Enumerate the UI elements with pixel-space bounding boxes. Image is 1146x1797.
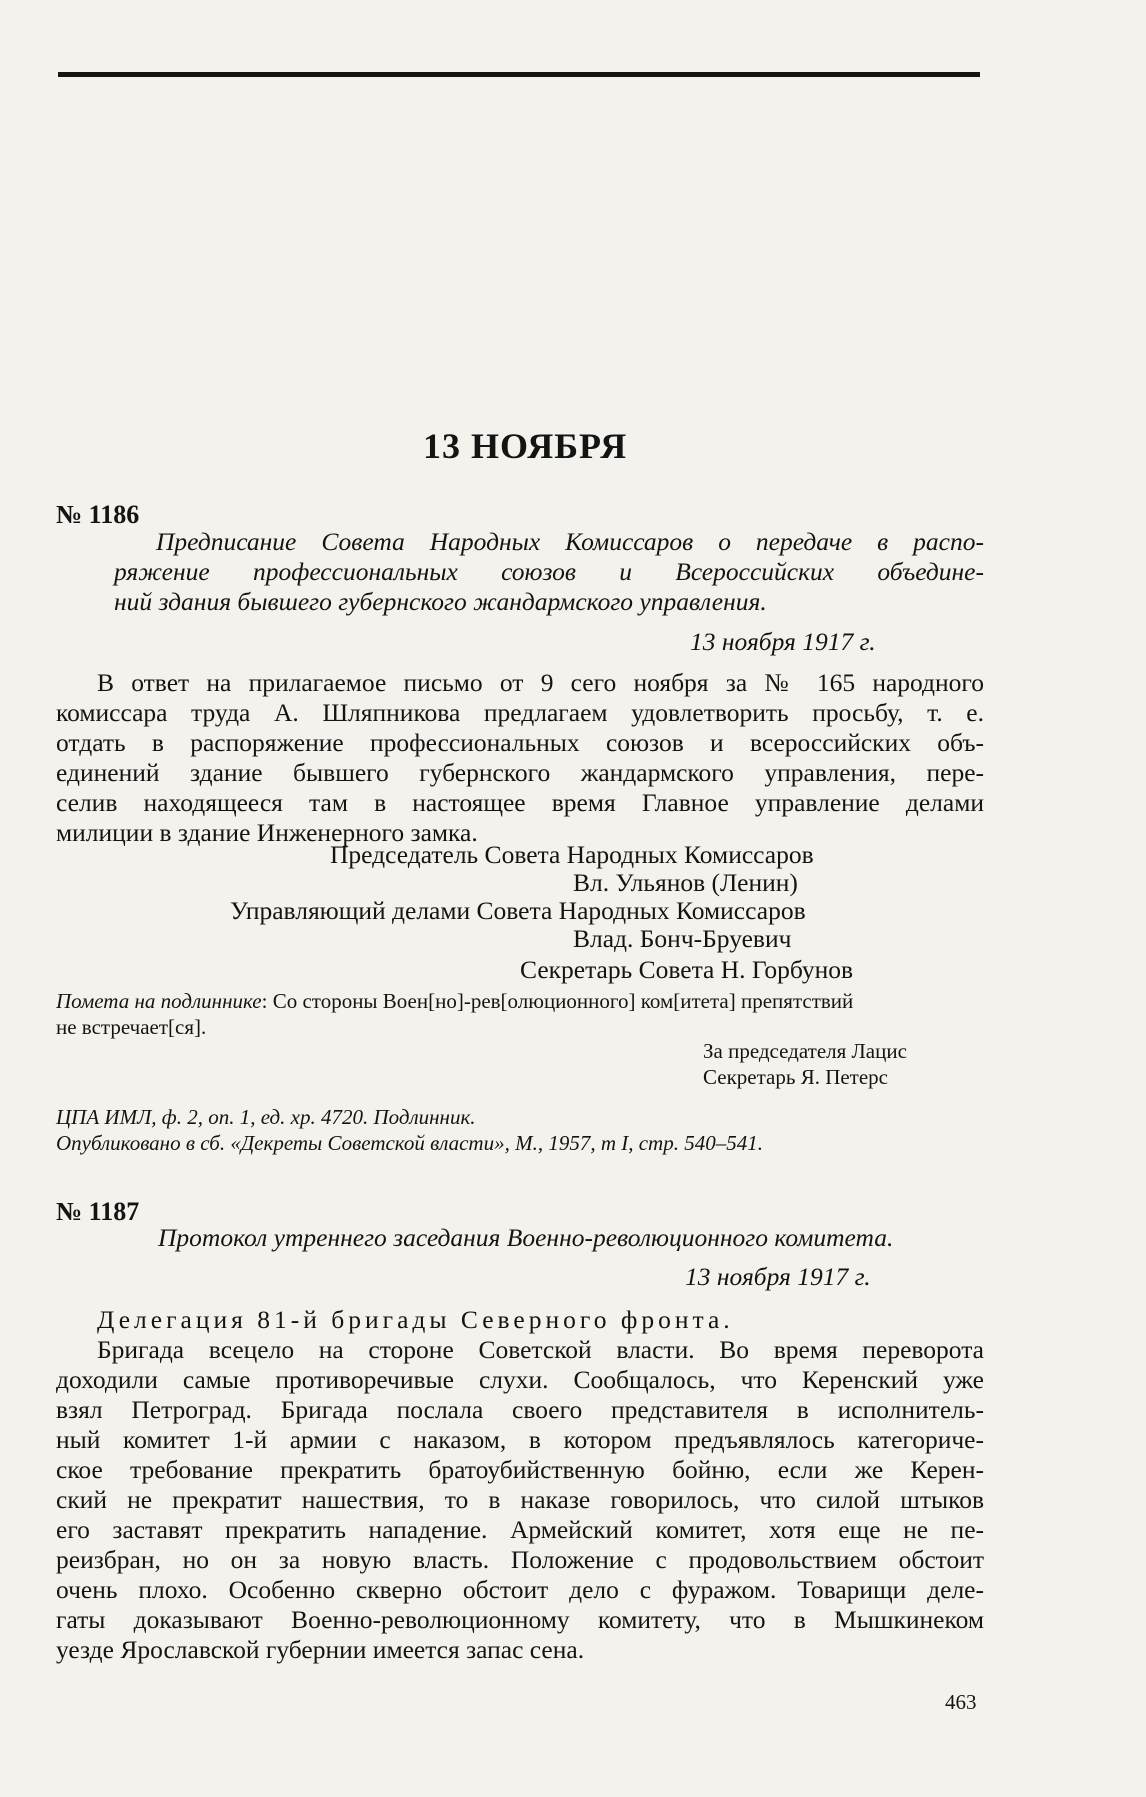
doc1186-body-line-3: отдать в распоряжение профессиональных союзов и всероссийских объ- — [56, 728, 984, 757]
doc1186-body-line-4: единений здание бывшего губернского жандармского управления, пере- — [56, 758, 984, 787]
document-number-1186: № 1186 — [56, 500, 140, 529]
doc1187-body-line-6: ский не прекратит нашествия, то в наказе говорилось, что силой штыков — [56, 1485, 984, 1514]
doc1187-body-line-9: очень плохо. Особенно скверно обстоит дело с фуражом. Товарищи деле- — [56, 1575, 984, 1604]
chair-title: Председатель Совета Народных Комиссаров — [330, 840, 814, 869]
doc1187-body-line-10: гаты доказывают Военно-революционному комитету, что в Мышкинеком — [56, 1605, 984, 1634]
doc1187-subheading: Делегация 81-й бригады Северного фронта. — [97, 1305, 734, 1334]
doc1187-body-line-3: взял Петроград. Бригада послала своего представителя в исполнитель- — [56, 1395, 984, 1424]
doc1186-title-line-1: Предписание Совета Народных Комиссаров о передаче в распо- — [156, 527, 984, 556]
doc1186-title-line-3: ний здания бывшего губернского жандармского управления. — [114, 587, 767, 616]
doc1186-body-line-5: селив находящееся там в настоящее время Главное управление делами — [56, 788, 984, 817]
note-signature-secretary: Секретарь Я. Петерс — [703, 1065, 889, 1089]
note-line-2: не встречает[ся]. — [56, 1015, 207, 1039]
doc1187-body-line-8: реизбран, но он за новую власть. Положение с продовольствием обстоит — [56, 1545, 984, 1574]
top-rule — [58, 72, 980, 77]
doc1186-title-line-2: ряжение профессиональных союзов и Всероссийских объедине- — [114, 557, 984, 586]
section-heading: 13 НОЯБРЯ — [423, 426, 628, 466]
doc1187-date: 13 ноября 1917 г. — [685, 1262, 871, 1291]
page-number: 463 — [945, 1690, 977, 1714]
document-number-1187: № 1187 — [56, 1197, 140, 1226]
note-label: Помета на подлиннике — [56, 989, 262, 1013]
source-published: Опубликовано в сб. «Декреты Советской власти», М., 1957, т I, стр. 540–541. — [56, 1131, 763, 1155]
doc1187-body-line-5: ское требование прекратить братоубийственную бойню, если же Керен- — [56, 1455, 984, 1484]
doc1186-body-line-1: В ответ на прилагаемое письмо от 9 сего ноября за № 165 народного — [97, 668, 984, 697]
doc1186-body-line-6: милиции в здание Инженерного замка. — [56, 818, 478, 847]
secretary-signature: Секретарь Совета Н. Горбунов — [520, 955, 854, 984]
doc1187-body-line-11: уезде Ярославской губернии имеется запас сена. — [56, 1635, 585, 1664]
doc1187-body-line-1: Бригада всецело на стороне Советской власти. Во время переворота — [97, 1335, 984, 1364]
note-text: : Со стороны Воен[но]-рев[олюционного] ком[итета] препятствий — [261, 989, 854, 1013]
doc1187-body-line-4: ный комитет 1-й армии с наказом, в котором предъявлялось категориче- — [56, 1425, 984, 1454]
manager-name: Влад. Бонч-Бруевич — [573, 924, 792, 953]
note-signature-chair: За председателя Лацис — [703, 1039, 907, 1063]
manager-title: Управляющий делами Совета Народных Комиссаров — [230, 896, 806, 925]
doc1187-body-line-2: доходили самые противоречивые слухи. Сообщалось, что Керенский уже — [56, 1365, 984, 1394]
source-archive: ЦПА ИМЛ, ф. 2, оп. 1, ед. хр. 4720. Подлинник. — [56, 1105, 476, 1129]
note-line-1 — [56, 988, 853, 1014]
doc1187-body-line-7: его заставят прекратить нападение. Армейский комитет, хотя еще не пе- — [56, 1515, 984, 1544]
chair-name: Вл. Ульянов (Ленин) — [573, 868, 798, 897]
doc1187-title: Протокол утреннего заседания Военно-революционного комитета. — [158, 1223, 894, 1252]
doc1186-body-line-2: комиссара труда А. Шляпникова предлагаем удовлетворить просьбу, т. е. — [56, 698, 984, 727]
doc1186-date: 13 ноября 1917 г. — [690, 627, 876, 656]
